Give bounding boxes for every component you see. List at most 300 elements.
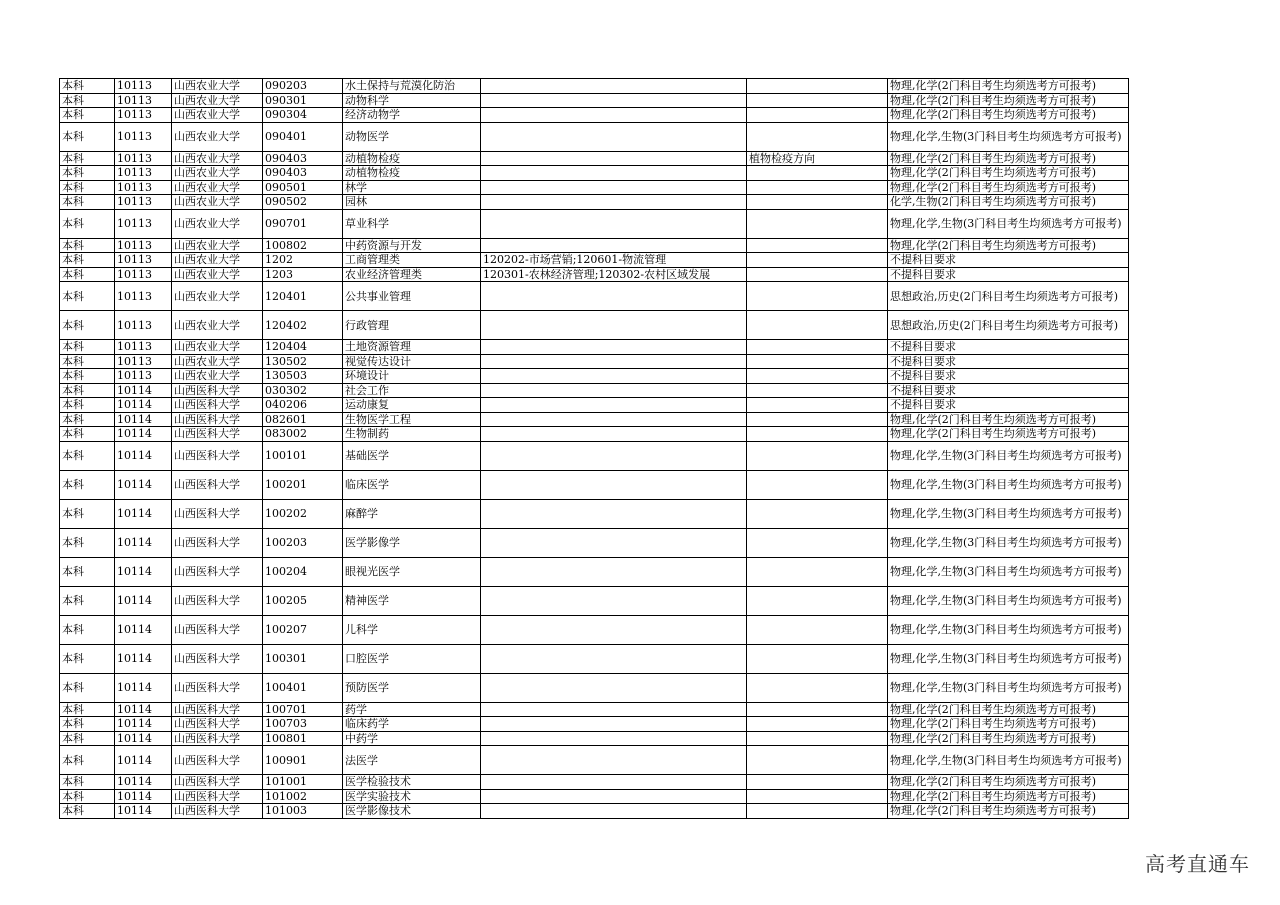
table-row [60,499,1129,528]
major-code-cell: 040206 [263,398,343,413]
subject-requirement-cell: 物理,化学(2门科目考生均须选考方可报考) [888,702,1129,717]
major-code-cell: 100204 [263,557,343,586]
school-name-cell: 山西农业大学 [172,311,263,340]
included-majors-cell [481,195,747,210]
table-row [60,122,1129,151]
school-code-cell: 10114 [115,789,172,804]
school-code-cell: 10113 [115,108,172,123]
major-code-cell: 1203 [263,267,343,282]
major-code-cell: 100401 [263,673,343,702]
subject-requirement-cell: 物理,化学(2门科目考生均须选考方可报考) [888,79,1129,94]
included-majors-cell [481,499,747,528]
school-name-cell: 山西医科大学 [172,615,263,644]
table-row [60,383,1129,398]
level-cell: 本科 [60,470,115,499]
major-code-cell: 100205 [263,586,343,615]
subject-requirement-cell: 物理,化学,生物(3门科目考生均须选考方可报考) [888,470,1129,499]
watermark: 高考直通车 [1145,852,1250,876]
table-row [60,804,1129,819]
school-name-cell: 山西医科大学 [172,702,263,717]
school-code-cell: 10113 [115,369,172,384]
major-name-cell: 工商管理类 [343,253,481,268]
included-majors-cell [481,775,747,790]
table-row [60,253,1129,268]
remark-cell [747,789,888,804]
level-cell: 本科 [60,717,115,732]
major-name-cell: 药学 [343,702,481,717]
level-cell: 本科 [60,499,115,528]
major-name-cell: 动物医学 [343,122,481,151]
major-name-cell: 临床医学 [343,470,481,499]
major-code-cell: 090301 [263,93,343,108]
table-row [60,412,1129,427]
remark-cell [747,108,888,123]
level-cell: 本科 [60,586,115,615]
school-code-cell: 10113 [115,93,172,108]
major-name-cell: 环境设计 [343,369,481,384]
major-code-cell: 090501 [263,180,343,195]
major-code-cell: 101002 [263,789,343,804]
major-name-cell: 经济动物学 [343,108,481,123]
major-name-cell: 精神医学 [343,586,481,615]
level-cell: 本科 [60,804,115,819]
major-code-cell: 100301 [263,644,343,673]
subject-requirement-cell: 物理,化学(2门科目考生均须选考方可报考) [888,717,1129,732]
remark-cell [747,702,888,717]
subject-requirements-table [59,78,1129,819]
remark-cell [747,499,888,528]
major-code-cell: 130502 [263,354,343,369]
level-cell: 本科 [60,108,115,123]
level-cell: 本科 [60,369,115,384]
school-code-cell: 10113 [115,311,172,340]
school-code-cell: 10114 [115,731,172,746]
table-row [60,282,1129,311]
subject-requirement-cell: 物理,化学,生物(3门科目考生均须选考方可报考) [888,557,1129,586]
remark-cell [747,775,888,790]
school-code-cell: 10114 [115,470,172,499]
level-cell: 本科 [60,180,115,195]
included-majors-cell [481,151,747,166]
school-code-cell: 10114 [115,644,172,673]
school-name-cell: 山西医科大学 [172,499,263,528]
subject-requirement-cell: 物理,化学(2门科目考生均须选考方可报考) [888,238,1129,253]
major-name-cell: 中药资源与开发 [343,238,481,253]
included-majors-cell [481,108,747,123]
included-majors-cell [481,673,747,702]
major-code-cell: 090203 [263,79,343,94]
school-code-cell: 10114 [115,804,172,819]
school-code-cell: 10113 [115,209,172,238]
table-row [60,166,1129,181]
major-code-cell: 100901 [263,746,343,775]
major-code-cell: 120402 [263,311,343,340]
included-majors-cell [481,644,747,673]
remark-cell [747,528,888,557]
school-code-cell: 10114 [115,557,172,586]
major-name-cell: 临床药学 [343,717,481,732]
included-majors-cell [481,731,747,746]
school-code-cell: 10113 [115,151,172,166]
major-name-cell: 预防医学 [343,673,481,702]
school-name-cell: 山西医科大学 [172,412,263,427]
major-name-cell: 草业科学 [343,209,481,238]
major-name-cell: 土地资源管理 [343,340,481,355]
subject-requirement-cell: 物理,化学,生物(3门科目考生均须选考方可报考) [888,673,1129,702]
school-code-cell: 10113 [115,195,172,210]
level-cell: 本科 [60,122,115,151]
included-majors-cell [481,398,747,413]
school-name-cell: 山西医科大学 [172,789,263,804]
major-name-cell: 公共事业管理 [343,282,481,311]
major-name-cell: 林学 [343,180,481,195]
table-row [60,789,1129,804]
major-code-cell: 100207 [263,615,343,644]
level-cell: 本科 [60,93,115,108]
school-name-cell: 山西医科大学 [172,717,263,732]
remark-cell [747,398,888,413]
included-majors-cell [481,804,747,819]
school-name-cell: 山西农业大学 [172,108,263,123]
major-name-cell: 生物医学工程 [343,412,481,427]
remark-cell [747,412,888,427]
table-row [60,311,1129,340]
school-code-cell: 10113 [115,238,172,253]
school-name-cell: 山西农业大学 [172,195,263,210]
level-cell: 本科 [60,412,115,427]
included-majors-cell [481,586,747,615]
table-row [60,528,1129,557]
major-name-cell: 运动康复 [343,398,481,413]
school-name-cell: 山西医科大学 [172,586,263,615]
subject-requirement-cell: 物理,化学(2门科目考生均须选考方可报考) [888,731,1129,746]
level-cell: 本科 [60,340,115,355]
remark-cell [747,195,888,210]
school-code-cell: 10114 [115,528,172,557]
major-code-cell: 100801 [263,731,343,746]
remark-cell [747,746,888,775]
subject-requirement-cell: 物理,化学,生物(3门科目考生均须选考方可报考) [888,499,1129,528]
included-majors-cell [481,166,747,181]
major-name-cell: 医学实验技术 [343,789,481,804]
table-row [60,238,1129,253]
school-name-cell: 山西农业大学 [172,238,263,253]
level-cell: 本科 [60,427,115,442]
subject-requirement-cell: 物理,化学,生物(3门科目考生均须选考方可报考) [888,209,1129,238]
school-code-cell: 10114 [115,775,172,790]
included-majors-cell [481,209,747,238]
major-name-cell: 麻醉学 [343,499,481,528]
major-name-cell: 医学影像学 [343,528,481,557]
subject-requirement-cell: 物理,化学,生物(3门科目考生均须选考方可报考) [888,615,1129,644]
school-name-cell: 山西农业大学 [172,122,263,151]
school-code-cell: 10114 [115,615,172,644]
subject-requirement-cell: 物理,化学(2门科目考生均须选考方可报考) [888,427,1129,442]
school-name-cell: 山西农业大学 [172,369,263,384]
level-cell: 本科 [60,615,115,644]
subject-requirement-cell: 物理,化学,生物(3门科目考生均须选考方可报考) [888,746,1129,775]
major-name-cell: 基础医学 [343,441,481,470]
table-row [60,108,1129,123]
major-name-cell: 动植物检疫 [343,151,481,166]
major-code-cell: 090502 [263,195,343,210]
level-cell: 本科 [60,528,115,557]
school-code-cell: 10113 [115,354,172,369]
subject-requirement-cell: 不提科目要求 [888,267,1129,282]
included-majors-cell [481,311,747,340]
school-code-cell: 10114 [115,717,172,732]
major-name-cell: 法医学 [343,746,481,775]
table-row [60,441,1129,470]
major-name-cell: 儿科学 [343,615,481,644]
included-majors-cell [481,238,747,253]
school-name-cell: 山西医科大学 [172,557,263,586]
level-cell: 本科 [60,151,115,166]
subject-requirement-cell: 物理,化学,生物(3门科目考生均须选考方可报考) [888,644,1129,673]
included-majors-cell [481,369,747,384]
major-name-cell: 行政管理 [343,311,481,340]
remark-cell [747,441,888,470]
included-majors-cell [481,746,747,775]
remark-cell [747,369,888,384]
remark-cell [747,470,888,499]
remark-cell [747,180,888,195]
school-name-cell: 山西农业大学 [172,166,263,181]
school-code-cell: 10113 [115,253,172,268]
remark-cell [747,804,888,819]
major-code-cell: 100101 [263,441,343,470]
major-code-cell: 090403 [263,166,343,181]
level-cell: 本科 [60,282,115,311]
remark-cell [747,253,888,268]
subject-requirement-cell: 物理,化学(2门科目考生均须选考方可报考) [888,166,1129,181]
level-cell: 本科 [60,166,115,181]
subject-requirement-cell: 物理,化学(2门科目考生均须选考方可报考) [888,775,1129,790]
school-code-cell: 10114 [115,383,172,398]
major-code-cell: 120401 [263,282,343,311]
table-row [60,702,1129,717]
level-cell: 本科 [60,253,115,268]
school-name-cell: 山西农业大学 [172,340,263,355]
subject-requirement-cell: 不提科目要求 [888,340,1129,355]
included-majors-cell [481,615,747,644]
subject-requirement-cell: 不提科目要求 [888,383,1129,398]
remark-cell [747,166,888,181]
major-code-cell: 120404 [263,340,343,355]
remark-cell [747,354,888,369]
level-cell: 本科 [60,731,115,746]
table-row [60,731,1129,746]
level-cell: 本科 [60,311,115,340]
level-cell: 本科 [60,557,115,586]
major-name-cell: 生物制药 [343,427,481,442]
major-code-cell: 1202 [263,253,343,268]
included-majors-cell [481,702,747,717]
school-name-cell: 山西农业大学 [172,151,263,166]
included-majors-cell [481,340,747,355]
table-row [60,427,1129,442]
level-cell: 本科 [60,209,115,238]
included-majors-cell [481,412,747,427]
major-name-cell: 中药学 [343,731,481,746]
school-name-cell: 山西农业大学 [172,93,263,108]
table-row [60,586,1129,615]
subject-requirement-cell: 物理,化学(2门科目考生均须选考方可报考) [888,151,1129,166]
level-cell: 本科 [60,441,115,470]
school-code-cell: 10113 [115,79,172,94]
level-cell: 本科 [60,267,115,282]
included-majors-cell [481,79,747,94]
major-name-cell: 动物科学 [343,93,481,108]
major-code-cell: 090701 [263,209,343,238]
subject-requirement-cell: 物理,化学,生物(3门科目考生均须选考方可报考) [888,441,1129,470]
subject-requirement-cell: 不提科目要求 [888,398,1129,413]
level-cell: 本科 [60,79,115,94]
level-cell: 本科 [60,383,115,398]
school-name-cell: 山西医科大学 [172,470,263,499]
school-name-cell: 山西医科大学 [172,804,263,819]
remark-cell [747,122,888,151]
school-code-cell: 10113 [115,340,172,355]
level-cell: 本科 [60,354,115,369]
school-code-cell: 10113 [115,122,172,151]
table-row [60,209,1129,238]
table-row [60,195,1129,210]
school-code-cell: 10114 [115,412,172,427]
remark-cell [747,93,888,108]
subject-requirement-cell: 思想政治,历史(2门科目考生均须选考方可报考) [888,311,1129,340]
level-cell: 本科 [60,746,115,775]
school-code-cell: 10114 [115,398,172,413]
table-row [60,398,1129,413]
included-majors-cell: 120202-市场营销;120601-物流管理 [481,253,747,268]
subject-requirement-cell: 思想政治,历史(2门科目考生均须选考方可报考) [888,282,1129,311]
table-row [60,267,1129,282]
included-majors-cell [481,122,747,151]
level-cell: 本科 [60,238,115,253]
school-code-cell: 10113 [115,267,172,282]
remark-cell: 植物检疫方向 [747,151,888,166]
school-code-cell: 10113 [115,282,172,311]
school-code-cell: 10114 [115,441,172,470]
major-code-cell: 030302 [263,383,343,398]
remark-cell [747,644,888,673]
school-name-cell: 山西医科大学 [172,441,263,470]
major-name-cell: 农业经济管理类 [343,267,481,282]
remark-cell [747,238,888,253]
school-name-cell: 山西医科大学 [172,673,263,702]
school-name-cell: 山西医科大学 [172,775,263,790]
school-code-cell: 10114 [115,673,172,702]
school-name-cell: 山西农业大学 [172,79,263,94]
included-majors-cell [481,789,747,804]
table-row [60,180,1129,195]
major-code-cell: 082601 [263,412,343,427]
included-majors-cell [481,427,747,442]
major-code-cell: 090401 [263,122,343,151]
school-name-cell: 山西农业大学 [172,282,263,311]
included-majors-cell [481,93,747,108]
included-majors-cell [481,354,747,369]
school-name-cell: 山西医科大学 [172,528,263,557]
remark-cell [747,267,888,282]
major-name-cell: 口腔医学 [343,644,481,673]
subject-requirement-cell: 物理,化学(2门科目考生均须选考方可报考) [888,789,1129,804]
subject-requirement-cell: 不提科目要求 [888,253,1129,268]
subject-requirement-cell: 不提科目要求 [888,354,1129,369]
major-name-cell: 园林 [343,195,481,210]
major-code-cell: 090403 [263,151,343,166]
subject-requirement-cell: 物理,化学(2门科目考生均须选考方可报考) [888,93,1129,108]
remark-cell [747,731,888,746]
school-name-cell: 山西医科大学 [172,731,263,746]
table-row [60,354,1129,369]
school-name-cell: 山西农业大学 [172,253,263,268]
table-row [60,673,1129,702]
school-code-cell: 10114 [115,427,172,442]
table-row [60,615,1129,644]
included-majors-cell: 120301-农林经济管理;120302-农村区域发展 [481,267,747,282]
included-majors-cell [481,383,747,398]
school-name-cell: 山西农业大学 [172,180,263,195]
remark-cell [747,209,888,238]
major-code-cell: 083002 [263,427,343,442]
school-code-cell: 10114 [115,702,172,717]
table-row [60,746,1129,775]
major-code-cell: 101003 [263,804,343,819]
remark-cell [747,717,888,732]
major-name-cell: 医学影像技术 [343,804,481,819]
included-majors-cell [481,470,747,499]
subject-requirement-cell: 化学,生物(2门科目考生均须选考方可报考) [888,195,1129,210]
major-code-cell: 100802 [263,238,343,253]
school-code-cell: 10114 [115,586,172,615]
major-code-cell: 130503 [263,369,343,384]
table-row [60,470,1129,499]
major-name-cell: 水土保持与荒漠化防治 [343,79,481,94]
school-code-cell: 10114 [115,499,172,528]
table-row [60,369,1129,384]
major-name-cell: 社会工作 [343,383,481,398]
major-code-cell: 100701 [263,702,343,717]
level-cell: 本科 [60,702,115,717]
major-code-cell: 100201 [263,470,343,499]
table-body [60,79,1129,819]
school-name-cell: 山西医科大学 [172,427,263,442]
remark-cell [747,673,888,702]
subject-requirement-cell: 物理,化学(2门科目考生均须选考方可报考) [888,412,1129,427]
table-row [60,79,1129,94]
remark-cell [747,586,888,615]
school-name-cell: 山西农业大学 [172,267,263,282]
school-code-cell: 10114 [115,746,172,775]
subject-requirement-cell: 物理,化学(2门科目考生均须选考方可报考) [888,180,1129,195]
included-majors-cell [481,557,747,586]
major-name-cell: 视觉传达设计 [343,354,481,369]
level-cell: 本科 [60,398,115,413]
table-row [60,340,1129,355]
school-name-cell: 山西医科大学 [172,644,263,673]
included-majors-cell [481,528,747,557]
school-name-cell: 山西农业大学 [172,354,263,369]
level-cell: 本科 [60,644,115,673]
major-code-cell: 090304 [263,108,343,123]
school-name-cell: 山西农业大学 [172,209,263,238]
school-name-cell: 山西医科大学 [172,746,263,775]
subject-requirement-cell: 物理,化学(2门科目考生均须选考方可报考) [888,804,1129,819]
major-name-cell: 眼视光医学 [343,557,481,586]
remark-cell [747,427,888,442]
